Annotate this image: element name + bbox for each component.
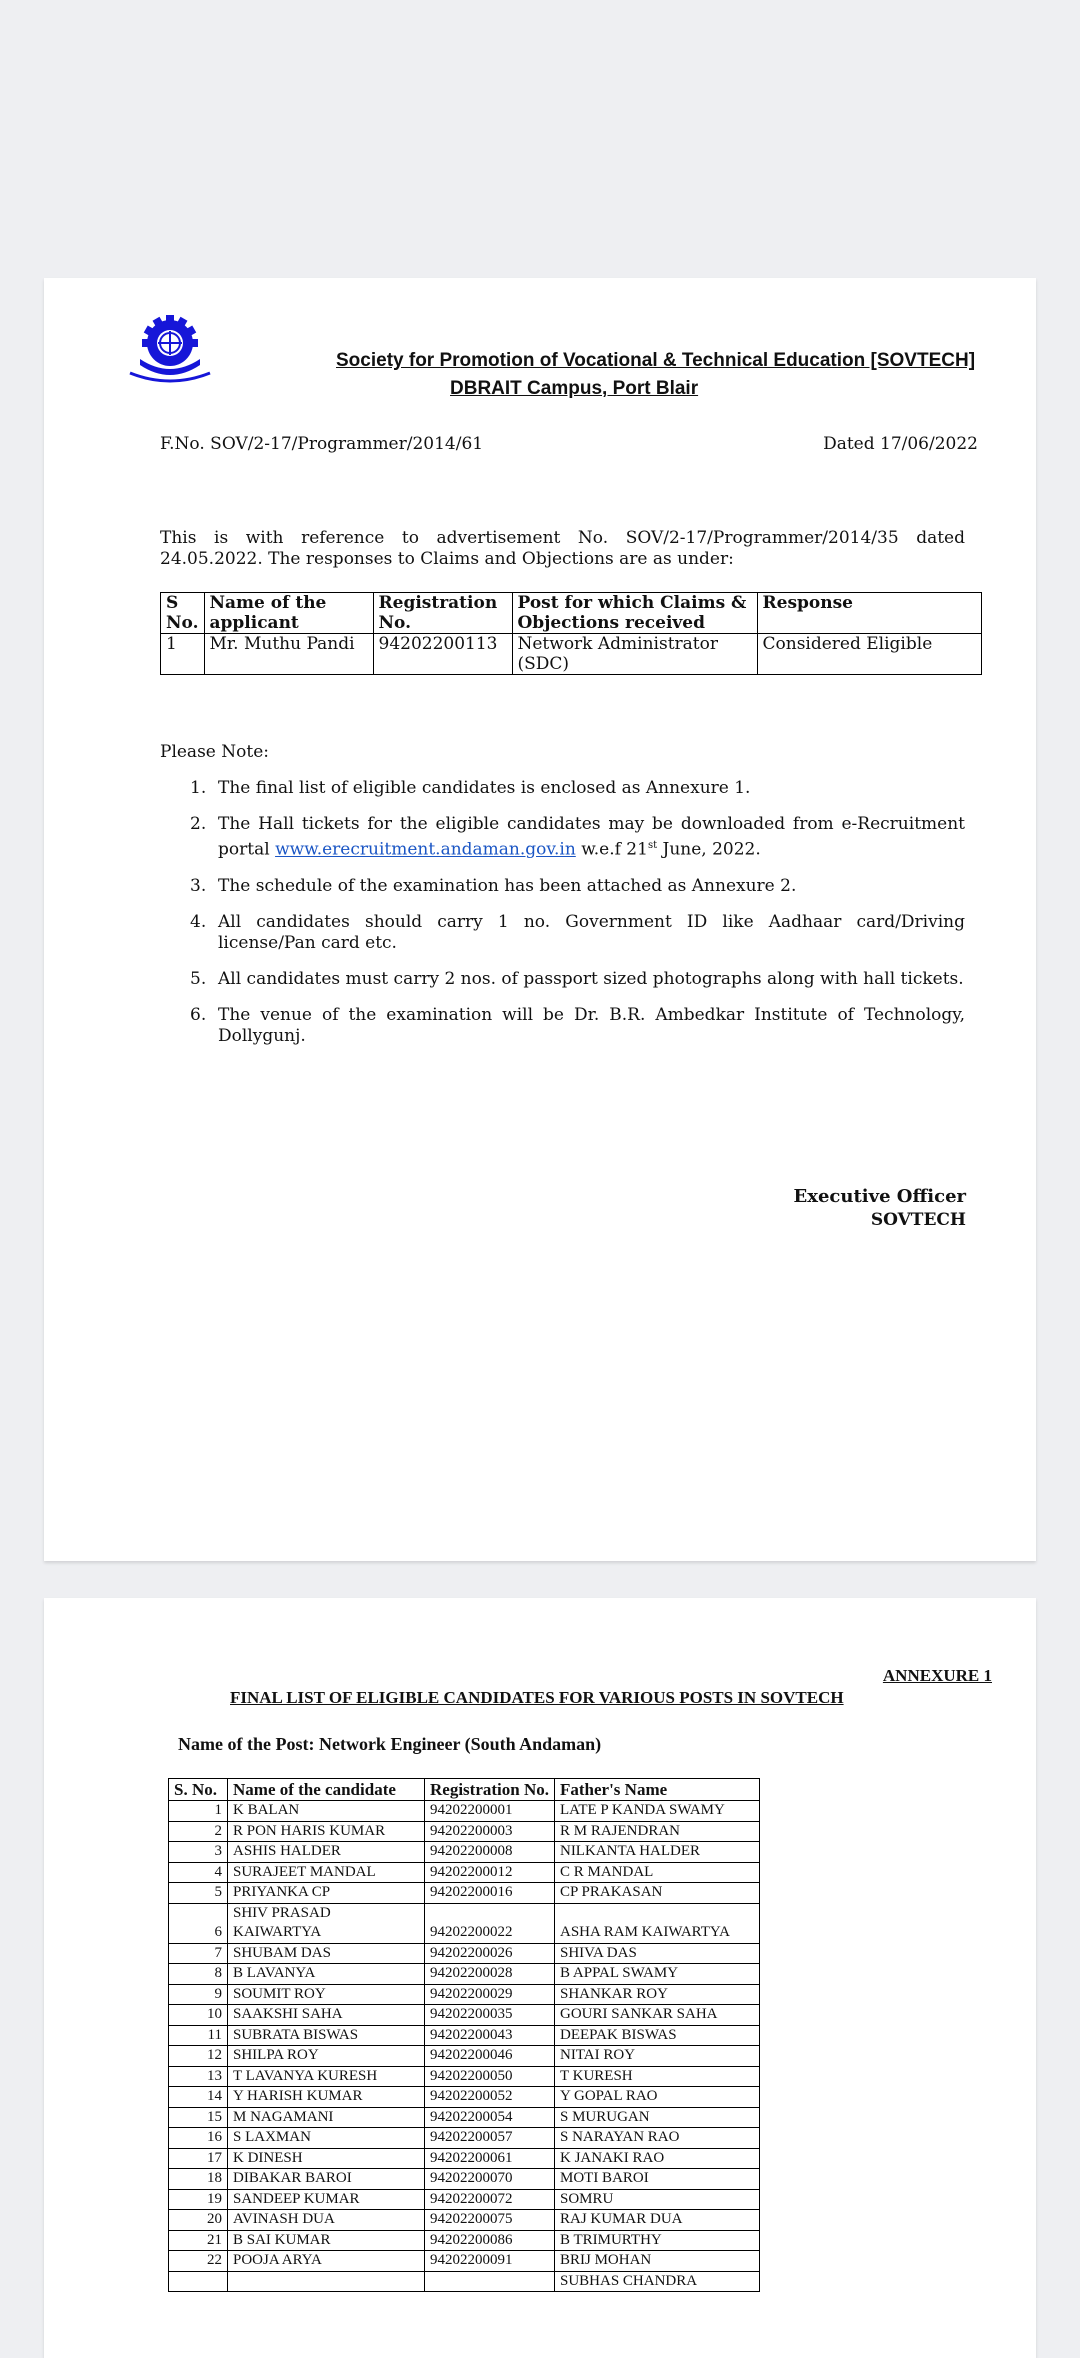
candidate-sno: 6 <box>169 1903 228 1943</box>
candidate-sno: 8 <box>169 1964 228 1985</box>
candidate-father-name: S MURUGAN <box>554 2107 759 2128</box>
candidate-row <box>169 2148 760 2169</box>
candidate-sno: 14 <box>169 2087 228 2108</box>
candidate-father-name: LATE P KANDA SWAMY <box>554 1801 759 1822</box>
claims-cell: 94202200113 <box>373 634 512 675</box>
candidate-father-name: K JANAKI RAO <box>554 2148 759 2169</box>
claims-header-cell: Post for which Claims & Objections received <box>512 593 757 634</box>
candidate-name: ASHIS HALDER <box>228 1842 425 1863</box>
candidate-father-name: SOMRU <box>554 2189 759 2210</box>
candidate-row <box>169 2128 760 2149</box>
candidate-father-name: C R MANDAL <box>554 1862 759 1883</box>
claims-header-cell: Name of the applicant <box>204 593 373 634</box>
candidate-sno: 1 <box>169 1801 228 1822</box>
candidate-registration-no: 94202200052 <box>425 2087 555 2108</box>
candidate-name: AVINASH DUA <box>228 2210 425 2231</box>
candidate-name: R PON HARIS KUMAR <box>228 1821 425 1842</box>
candidate-father-name: MOTI BAROI <box>554 2169 759 2190</box>
annexure-label: ANNEXURE 1 <box>882 1666 992 1685</box>
candidate-father-name: NILKANTA HALDER <box>554 1842 759 1863</box>
candidate-sno: 4 <box>169 1862 228 1883</box>
note-text: The venue of the examination will be Dr. B.R. Ambedkar Institute of Technology, Dollygunj. <box>218 1004 965 1046</box>
candidate-name: SHUBAM DAS <box>228 1943 425 1964</box>
candidate-name: SAAKSHI SAHA <box>228 2005 425 2026</box>
candidate-name: B LAVANYA <box>228 1964 425 1985</box>
note-text: w.e.f 21 <box>575 839 648 860</box>
candidate-father-name: T KURESH <box>554 2066 759 2087</box>
candidate-father-name: SUBHAS CHANDRA <box>554 2271 759 2292</box>
note-number: 1. <box>190 778 207 798</box>
candidate-father-name: Y GOPAL RAO <box>554 2087 759 2108</box>
candidates-header-row <box>169 1779 760 1801</box>
candidate-registration-no: 94202200028 <box>425 1964 555 1985</box>
note-text: All candidates must carry 2 nos. of passport sized photographs along with hall tickets. <box>218 968 964 989</box>
candidate-father-name: SHIVA DAS <box>554 1943 759 1964</box>
candidate-father-name: BRIJ MOHAN <box>554 2251 759 2272</box>
candidate-name: SANDEEP KUMAR <box>228 2189 425 2210</box>
candidate-name: M NAGAMANI <box>228 2107 425 2128</box>
candidate-row <box>169 2271 760 2292</box>
candidate-row <box>169 1801 760 1822</box>
note-item <box>160 876 965 897</box>
signatory-title: Executive Officer <box>793 1186 966 1207</box>
candidate-sno: 13 <box>169 2066 228 2087</box>
candidate-name: T LAVANYA KURESH <box>228 2066 425 2087</box>
candidate-sno: 21 <box>169 2230 228 2251</box>
candidate-name: SOUMIT ROY <box>228 1984 425 2005</box>
candidate-sno: 3 <box>169 1842 228 1863</box>
note-text: The final list of eligible candidates is enclosed as Annexure 1. <box>218 778 751 798</box>
candidate-name: DIBAKAR BAROI <box>228 2169 425 2190</box>
note-item <box>160 969 965 990</box>
candidate-registration-no: 94202200035 <box>425 2005 555 2026</box>
candidate-sno: 12 <box>169 2046 228 2067</box>
letter-page <box>44 278 1036 1561</box>
candidate-father-name: RAJ KUMAR DUA <box>554 2210 759 2231</box>
candidate-row <box>169 2189 760 2210</box>
candidate-sno <box>169 2271 228 2292</box>
candidate-row <box>169 2230 760 2251</box>
annexure-title: FINAL LIST OF ELIGIBLE CANDIDATES FOR VARIOUS POSTS IN SOVTECH <box>230 1688 844 1707</box>
candidate-father-name: ASHA RAM KAIWARTYA <box>554 1903 759 1943</box>
candidate-father-name: R M RAJENDRAN <box>554 1821 759 1842</box>
candidate-name: K DINESH <box>228 2148 425 2169</box>
candidate-sno: 19 <box>169 2189 228 2210</box>
note-number: 5. <box>190 968 207 989</box>
candidate-registration-no: 94202200070 <box>425 2169 555 2190</box>
candidate-name: S LAXMAN <box>228 2128 425 2149</box>
erecruitment-portal-link[interactable]: www.erecruitment.andaman.gov.in <box>275 839 576 860</box>
candidate-sno: 11 <box>169 2025 228 2046</box>
candidates-header-cell: S. No. <box>169 1779 228 1801</box>
candidates-table-body <box>169 1779 760 2292</box>
claims-header-cell: S No. <box>161 593 205 634</box>
candidate-registration-no: 94202200043 <box>425 2025 555 2046</box>
signatory-org: SOVTECH <box>870 1210 966 1230</box>
candidate-row <box>169 2087 760 2108</box>
candidate-row <box>169 2046 760 2067</box>
candidate-father-name: DEEPAK BISWAS <box>554 2025 759 2046</box>
candidate-sno: 10 <box>169 2005 228 2026</box>
candidate-registration-no: 94202200046 <box>425 2046 555 2067</box>
candidate-father-name: NITAI ROY <box>554 2046 759 2067</box>
candidate-row <box>169 1903 760 1943</box>
candidate-father-name: B APPAL SWAMY <box>554 1964 759 1985</box>
note-item <box>160 912 965 954</box>
candidate-sno: 17 <box>169 2148 228 2169</box>
note-number: 6. <box>190 1004 207 1025</box>
candidates-header-cell: Father's Name <box>554 1779 759 1801</box>
candidate-name: B SAI KUMAR <box>228 2230 425 2251</box>
note-item <box>160 778 965 799</box>
candidate-name <box>228 2271 425 2292</box>
candidate-registration-no: 94202200026 <box>425 1943 555 1964</box>
note-number: 3. <box>190 875 207 896</box>
note-text: All candidates should carry 1 no. Government ID like Aadhaar card/Driving license/Pan card etc. <box>218 911 965 953</box>
candidate-father-name: B TRIMURTHY <box>554 2230 759 2251</box>
candidate-row <box>169 2025 760 2046</box>
note-number: 2. <box>190 814 207 834</box>
candidate-sno: 16 <box>169 2128 228 2149</box>
candidate-name: SUBRATA BISWAS <box>228 2025 425 2046</box>
candidate-sno: 20 <box>169 2210 228 2231</box>
candidate-registration-no: 94202200008 <box>425 1842 555 1863</box>
candidate-father-name: S NARAYAN RAO <box>554 2128 759 2149</box>
candidate-name: SURAJEET MANDAL <box>228 1862 425 1883</box>
letter-date: Dated 17/06/2022 <box>823 434 978 454</box>
candidate-registration-no: 94202200001 <box>425 1801 555 1822</box>
candidate-sno: 9 <box>169 1984 228 2005</box>
candidate-registration-no: 94202200012 <box>425 1862 555 1883</box>
candidate-registration-no: 94202200086 <box>425 2230 555 2251</box>
note-heading: Please Note: <box>160 742 269 762</box>
candidate-row <box>169 1984 760 2005</box>
candidate-registration-no: 94202200003 <box>425 1821 555 1842</box>
candidate-row <box>169 1842 760 1863</box>
candidate-father-name: CP PRAKASAN <box>554 1883 759 1904</box>
file-number: F.No. SOV/2-17/Programmer/2014/61 <box>160 434 484 454</box>
note-text: The Hall tickets for the eligible candidates may be downloaded from e-Recruitment portal <box>218 814 965 860</box>
candidate-name: POOJA ARYA <box>228 2251 425 2272</box>
organisation-subtitle: DBRAIT Campus, Port Blair <box>450 378 699 399</box>
candidate-row <box>169 2005 760 2026</box>
candidate-sno: 18 <box>169 2169 228 2190</box>
note-text: June, 2022. <box>657 839 761 860</box>
claims-cell: Considered Eligible <box>757 634 982 675</box>
claims-cell: Mr. Muthu Pandi <box>204 634 373 675</box>
candidates-table <box>168 1778 760 2292</box>
candidate-row <box>169 1862 760 1883</box>
candidate-row <box>169 2107 760 2128</box>
candidate-registration-no: 94202200029 <box>425 1984 555 2005</box>
claims-header-cell: Response <box>757 593 982 634</box>
claims-header-row <box>161 593 982 634</box>
candidate-registration-no: 94202200016 <box>425 1883 555 1904</box>
candidate-row <box>169 1964 760 1985</box>
candidate-sno: 7 <box>169 1943 228 1964</box>
candidates-header-cell: Registration No. <box>425 1779 555 1801</box>
candidate-row <box>169 2169 760 2190</box>
candidate-row <box>169 1943 760 1964</box>
candidate-registration-no: 94202200061 <box>425 2148 555 2169</box>
organisation-title: Society for Promotion of Vocational & Technical Education [SOVTECH] <box>336 350 976 371</box>
candidate-registration-no <box>425 2271 555 2292</box>
notes-list <box>160 778 965 1062</box>
candidate-row <box>169 2251 760 2272</box>
candidate-registration-no: 94202200057 <box>425 2128 555 2149</box>
candidate-registration-no: 94202200072 <box>425 2189 555 2210</box>
candidate-registration-no: 94202200054 <box>425 2107 555 2128</box>
candidate-name: PRIYANKA CP <box>228 1883 425 1904</box>
post-name: Name of the Post: Network Engineer (South Andaman) <box>178 1734 602 1754</box>
candidate-row <box>169 2066 760 2087</box>
candidate-sno: 15 <box>169 2107 228 2128</box>
candidate-registration-no: 94202200075 <box>425 2210 555 2231</box>
intro-paragraph: This is with reference to advertisement No. SOV/2-17/Programmer/2014/35 dated 24.05.2022. The responses to Claims and Objections are as under: <box>160 528 965 569</box>
note-item <box>160 814 965 861</box>
candidate-row <box>169 1883 760 1904</box>
note-item <box>160 1005 965 1047</box>
candidates-header-cell: Name of the candidate <box>228 1779 425 1801</box>
candidate-row <box>169 2210 760 2231</box>
note-superscript: st <box>647 840 658 851</box>
candidate-sno: 5 <box>169 1883 228 1904</box>
claims-cell: 1 <box>161 634 205 675</box>
candidate-father-name: GOURI SANKAR SAHA <box>554 2005 759 2026</box>
claims-cell: Network Administrator (SDC) <box>512 634 757 675</box>
candidate-name: Y HARISH KUMAR <box>228 2087 425 2108</box>
candidate-name: SHILPA ROY <box>228 2046 425 2067</box>
candidate-name: K BALAN <box>228 1801 425 1822</box>
annexure-page <box>44 1598 1036 2358</box>
candidate-sno: 22 <box>169 2251 228 2272</box>
candidate-sno: 2 <box>169 1821 228 1842</box>
candidate-name: SHIV PRASAD KAIWARTYA <box>228 1903 425 1943</box>
note-number: 4. <box>190 911 207 932</box>
candidate-row <box>169 1821 760 1842</box>
note-text: The schedule of the examination has been attached as Annexure 2. <box>218 875 797 896</box>
candidate-registration-no: 94202200050 <box>425 2066 555 2087</box>
candidate-registration-no: 94202200022 <box>425 1903 555 1943</box>
claims-table <box>160 592 982 675</box>
candidate-father-name: SHANKAR ROY <box>554 1984 759 2005</box>
claims-header-cell: Registration No. <box>373 593 512 634</box>
claims-row <box>161 634 982 675</box>
candidate-registration-no: 94202200091 <box>425 2251 555 2272</box>
sovtech-emblem-logo <box>128 313 212 383</box>
